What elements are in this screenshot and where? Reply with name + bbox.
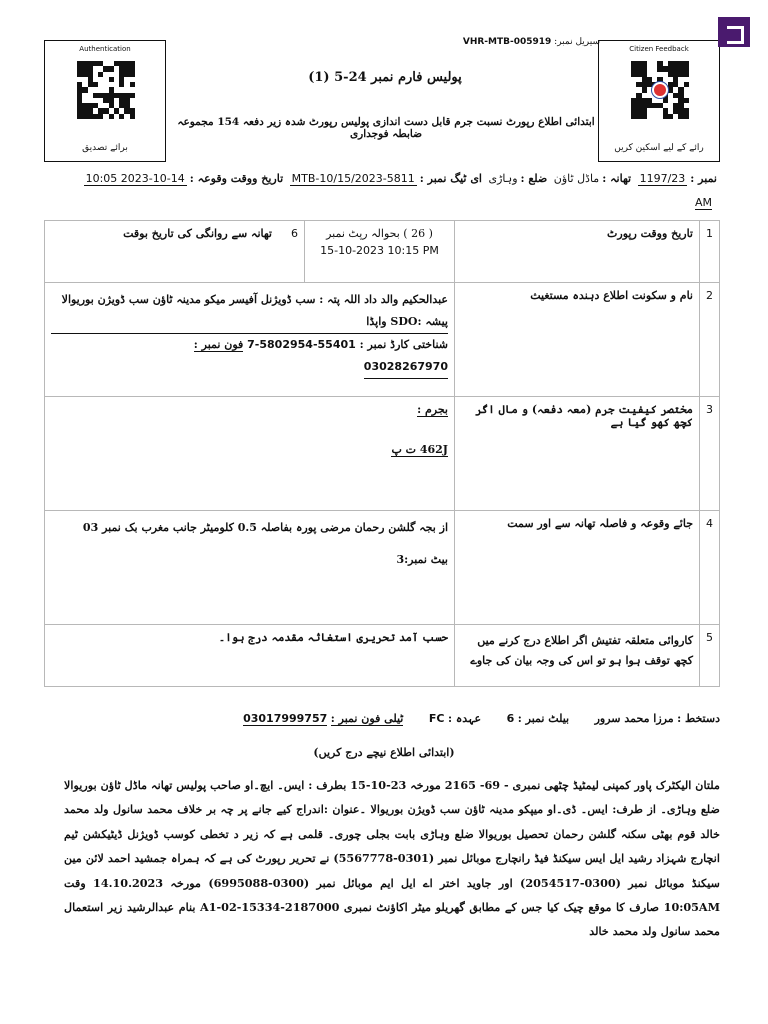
investigation-action: حسب آمد تحریری استغاثہ مقدمہ درج ہوا۔ <box>45 625 455 687</box>
number-label: نمبر : <box>690 172 717 185</box>
table-row <box>45 511 720 625</box>
location-cell <box>45 511 455 625</box>
table-row <box>45 397 720 511</box>
authentication-qr-box <box>44 40 166 162</box>
serial-number <box>420 37 600 47</box>
cnic-label: شناختی کارڈ نمبر : <box>359 338 448 351</box>
offence-section: 462J ت پ <box>391 443 448 456</box>
rank-value: FC <box>428 712 445 725</box>
number-value: 1197/23 <box>639 172 686 185</box>
station-label: تھانہ : <box>602 172 632 185</box>
fir-meta-line <box>64 172 720 185</box>
row-number: 1 <box>700 221 720 283</box>
form-subtitle: ابتدائی اطلاع رپورٹ نسبت جرم قابل دست اندازی پولیس رپورٹ شدہ زیر دفعہ 154 مجموعہ ضابطہ فوجداری <box>177 116 595 140</box>
beat-number: بیٹ نمبر:3 <box>396 553 448 566</box>
row-number: 5 <box>700 625 720 687</box>
row-title: تاریخ ووقت رپورٹ <box>455 221 700 283</box>
citizen-feedback-urdu-caption: رائے کے لیے اسکین کریں <box>614 143 704 153</box>
row-title: جائے وقوعہ و فاصلہ تھانہ سے اور سمت <box>455 511 700 625</box>
table-row <box>45 221 720 283</box>
complainant-cell <box>45 283 455 397</box>
table-row <box>45 625 720 687</box>
report-reference-cell <box>305 221 455 283</box>
citizen-feedback-caption: Citizen Feedback <box>629 45 689 53</box>
etag-value: MTB-10/15/2023-5811 <box>291 172 415 185</box>
phone-value: 03028267970 <box>364 356 448 379</box>
offence-label: بجرم : <box>417 403 448 416</box>
phone-label: فون نمبر : <box>193 338 244 351</box>
serial-label: سیریل نمبر: <box>554 37 600 47</box>
table-row <box>45 283 720 397</box>
report-datetime: 15-10-2023 10:15 PM <box>320 244 439 257</box>
district-label: ضلع : <box>520 172 548 185</box>
app-logo-icon <box>718 17 750 47</box>
first-information-note: (ابتدائی اطلاع نیچے درج کریں) <box>313 746 455 759</box>
telephone-value: 03017999757 <box>243 712 328 725</box>
row-title: کاروائی متعلقہ تفتیش اگر اطلاع درج کرنے میں کچھ توقف ہوا ہو تو اس کی وجہ بیان کی جاوے <box>455 625 700 687</box>
departure-cell <box>45 221 305 283</box>
occurrence-datetime-label: تاریخ ووقت وقوعہ : <box>189 172 284 185</box>
row-number: 2 <box>700 283 720 397</box>
authentication-caption: Authentication <box>79 45 131 53</box>
complainant-details: عبدالحکیم والد داد اللہ پتہ : سب ڈویژنل آفیسر میکو مدینہ ٹاؤن سب ڈویژن بوریوالا پیشہ :SDO واپڈا <box>51 289 448 334</box>
sub-row-number: 6 <box>291 227 298 240</box>
complaint-narrative: ملتان الیکٹرک پاور کمپنی لیمٹیڈ چٹھی نمبری - 69- 2165 مورخہ 23-10-15 بطرف : ایس۔ ایچ۔او صاحب پولیس تھانہ ماڈل ٹاؤن بوریوالا ضلع وہاڑی۔ از طرف: ایس۔ ڈی۔او میپکو مدینہ ٹاؤن سب ڈویژن بوریوالا ۔عنوان :اندراج کیے جانے پر چہ بر خلاف محمد سانول ولد محمد خالد قوم بھٹی سکنہ گلشن رحمان تحصیل بوریوالا ضلع وہاڑی بابت بجلی چوری۔ قلمی ہے کہ زیر د تخطی کوسب ڈویژنل ڈیٹیکشن ٹیم انچارج شہزاد رشید ایل ایس سیکنڈ فیڈ رانچارج موبائل نمبر (0301-5567778) نے تحریر رپورٹ کی ہے کہ ہمراہ جمشید احمد لائن مین سیکنڈ موبائل نمبر (0300-2054517) اور جاوید اختر اے ایل ایم موبائل نمبر (0300-6995088) مورخہ 14.10.2023 وقت 10:05AM صارف کا موقع چیک کیا جس کے مطابق گھریلو میٹر اکاؤنٹ نمبری A1-02-15334-2187000 بنام عبدالرشید زیر استعمال محمد سانول ولد محمد خالد <box>64 778 721 939</box>
signature-label: دستخط : <box>677 712 720 725</box>
citizen-feedback-qr-box <box>598 40 720 162</box>
cnic-value: 55401-5802954-7 <box>247 338 356 351</box>
occurrence-datetime-value: 14-10-2023 10:05 <box>85 172 185 185</box>
station-value: ماڈل ٹاؤن <box>553 172 600 185</box>
belt-value: 6 <box>506 712 515 725</box>
row-number: 4 <box>700 511 720 625</box>
etag-label: ای ٹیگ نمبر : <box>419 172 482 185</box>
rank-label: عہدہ : <box>447 712 482 725</box>
telephone-label: ٹیلی فون نمبر : <box>330 712 404 725</box>
signature-line <box>70 712 720 725</box>
serial-value: VHR-MTB-005919 <box>462 37 552 47</box>
occurrence-ampm: AM <box>695 196 713 209</box>
row-title: نام و سکونت اطلاع دہندہ مستغیث <box>455 283 700 397</box>
belt-label: بیلٹ نمبر : <box>517 712 570 725</box>
row-number: 3 <box>700 397 720 511</box>
district-value: وہاڑی <box>488 172 518 185</box>
report-reference: ( 26 ) بحوالہ رپٹ نمبر <box>326 227 433 240</box>
offence-cell <box>45 397 455 511</box>
form-title: پولیس فارم نمبر 24-5 (1) <box>308 70 462 85</box>
row-title: مختصر کیفیت جرم (معہ دفعہ) و مال اگر کچھ کھو گیا ہے <box>455 397 700 511</box>
authentication-urdu-caption: برائے تصدیق <box>82 143 128 153</box>
authentication-qr-code[interactable] <box>77 61 135 119</box>
police-logo-icon <box>652 82 668 98</box>
officer-name: مرزا محمد سرور <box>594 712 674 725</box>
departure-title: تھانہ سے روانگی کی تاریخ بوقت <box>123 227 272 240</box>
fir-details-table <box>44 220 720 687</box>
location-value: از بجہ گلشن رحمان مرضی پورہ بفاصلہ 0.5 کلومیٹر جانب مغرب بک نمبر 03 <box>82 521 448 534</box>
